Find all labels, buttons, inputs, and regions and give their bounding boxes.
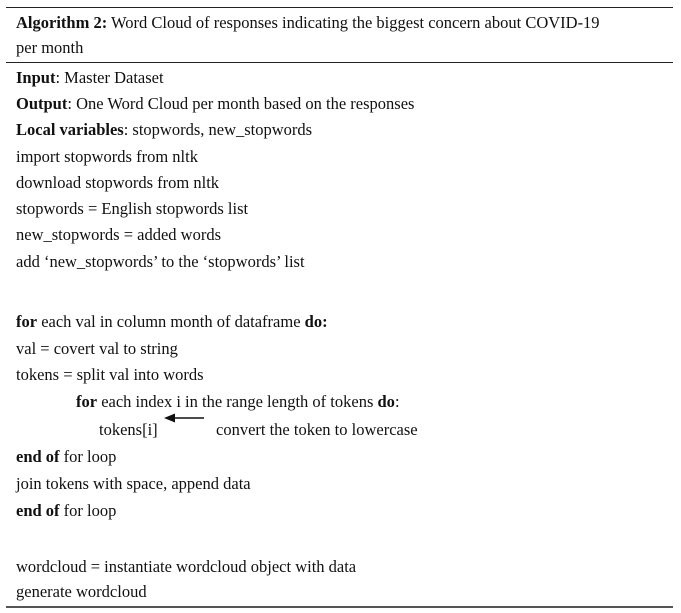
locals-line [16,120,312,140]
algorithm-title [16,13,600,33]
algorithm-label: Algorithm 2: [16,13,108,32]
step-val: val = covert val to string [16,339,178,358]
end-keyword: end of [16,501,60,520]
inner-for-keyword: for [76,392,98,411]
outer-do-keyword: do [304,312,323,331]
end-outer-loop [16,501,116,521]
header-rule [6,62,673,63]
step-tokens: tokens = split val into words [16,365,204,384]
inner-colon: : [394,392,400,411]
assign-description: convert the token to lowercase [216,420,418,439]
left-arrow-icon [164,412,204,424]
algorithm-title-line2: per month [16,38,84,57]
outer-loop-header [16,312,328,332]
step-add: add ‘new_stopwords’ to the ‘stopwords’ list [16,252,305,271]
output-label: Output [16,94,68,113]
step-join: join tokens with space, append data [16,474,251,493]
inner-loop-text: each index i in the range length of tokens [97,392,378,411]
locals-label: Local variables [16,120,124,139]
assign-target: tokens[i] [99,420,158,439]
top-rule [6,7,673,8]
inner-loop-header [76,392,400,412]
output-line [16,94,414,114]
outer-for-keyword: for [16,312,38,331]
input-value: : Master Dataset [55,68,164,87]
output-value: : One Word Cloud per month based on the responses [67,94,415,113]
step-generate: generate wordcloud [16,582,147,601]
input-line [16,68,164,88]
step-new-stopwords: new_stopwords = added words [16,225,221,244]
locals-value: : stopwords, new_stopwords [123,120,313,139]
outer-loop-text: each val in column month of dataframe [37,312,305,331]
bottom-rule [6,606,673,608]
end-text: for loop [59,447,117,466]
outer-colon: : [322,312,328,331]
step-stopwords: stopwords = English stopwords list [16,199,249,218]
step-download: download stopwords from nltk [16,173,220,192]
end-keyword: end of [16,447,60,466]
end-inner-loop [16,447,116,467]
algorithm-title-text: Word Cloud of responses indicating the biggest concern about COVID-19 [107,13,600,32]
input-label: Input [16,68,56,87]
step-import: import stopwords from nltk [16,147,198,166]
step-wordcloud: wordcloud = instantiate wordcloud object with data [16,557,357,576]
end-text: for loop [59,501,117,520]
inner-do-keyword: do [377,392,395,411]
